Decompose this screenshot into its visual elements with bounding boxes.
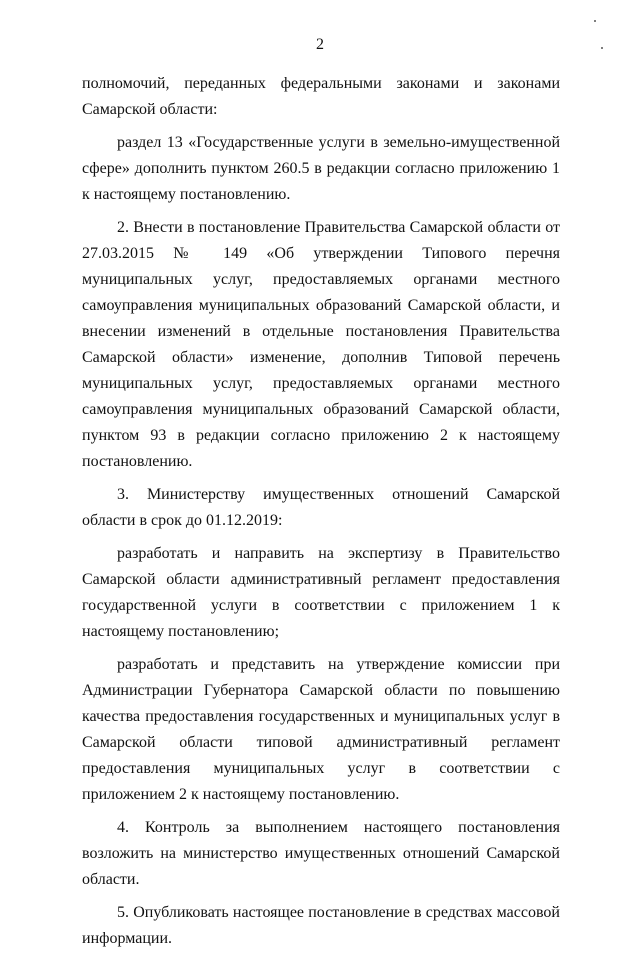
- paragraph-section-13: раздел 13 «Государственные услуги в земельно-имущественной сфере» дополнить пунктом 260.5 в редакции согласно приложению 1 к настоящему постановлению.: [82, 134, 560, 203]
- document-body: [82, 71, 560, 959]
- paragraph-item-3: 3. Министерству имущественных отношений Самарской области в срок до 01.12.2019:: [82, 486, 560, 529]
- paragraph-item-4: 4. Контроль за выполнением настоящего постановления возложить на министерство имущественных отношений Самарской области.: [82, 819, 560, 888]
- paragraph-item-5: 5. Опубликовать настоящее постановление в средствах массовой информации.: [82, 904, 560, 947]
- page-number: 2: [316, 36, 324, 53]
- scan-mark: [594, 20, 596, 22]
- paragraph-continuation: полномочий, переданных федеральными законами и законами Самарской области:: [82, 75, 560, 118]
- paragraph-item-3-develop: разработать и направить на экспертизу в Правительство Самарской области административный регламент предоставления государственной услуги в соответствии с приложением 1 к настоящему постановлению;: [82, 545, 560, 640]
- paragraph-item-3-submit: разработать и представить на утверждение комиссии при Администрации Губернатора Самарской области по повышению качества предоставления государственных и муниципальных услуг в Самарской области типовой административный регламент предоставления муниципальных услуг в соответствии с приложением 2 к настоящему постановлению.: [82, 656, 560, 803]
- paragraph-item-2: 2. Внести в постановление Правительства Самарской области от 27.03.2015 № 149 «Об утверждении Типового перечня муниципальных услуг, предоставляемых органами местного самоуправления муниципальных образований Самарской области, и внесении изменений в отдельные постановления Правительства Самарской области» изменение, дополнив Типовой перечень муниципальных услуг, предоставляемых органами местного самоуправления муниципальных образований Самарской области, пунктом 93 в редакции согласно приложению 2 к настоящему постановлению.: [82, 219, 560, 470]
- scan-mark: [601, 47, 603, 49]
